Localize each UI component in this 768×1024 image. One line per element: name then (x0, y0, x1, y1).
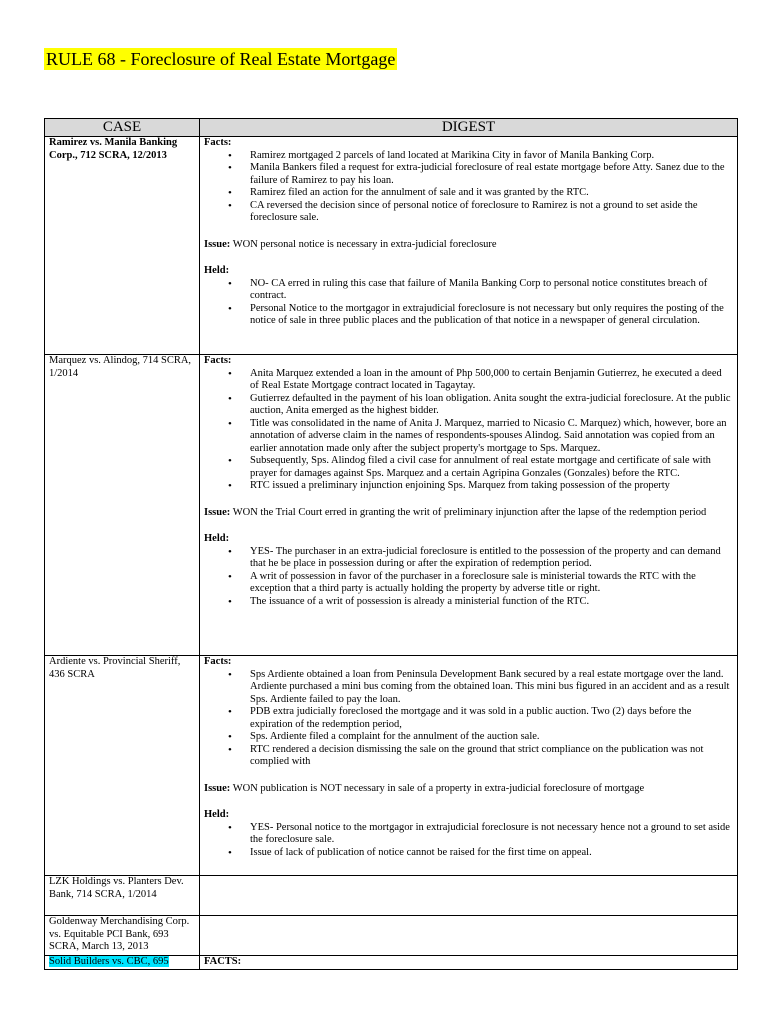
facts-label: FACTS: (204, 956, 242, 967)
digest-cell (200, 137, 738, 355)
table-row (45, 876, 738, 916)
table-row (45, 916, 738, 956)
list-item: • Sps. Ardiente filed a complaint for the annulment of the auction sale. (250, 731, 733, 744)
list-item: • Ramirez filed an action for the annulment of sale and it was granted by the RTC. (250, 187, 733, 200)
list-item: • YES- Personal notice to the mortgagor in extrajudicial foreclosure is not necessary hence not a ground to set aside the foreclosure sale. (250, 822, 733, 847)
table-row (45, 355, 738, 656)
issue-line (204, 507, 733, 520)
case-name: Ramirez vs. Manila Banking Corp., 712 SCRA, 12/2013 (45, 137, 200, 355)
digest-column-header: DIGEST (200, 119, 738, 137)
list-item: • Personal Notice to the mortgagor in extrajudicial foreclosure is not necessary but only requires the posting of the notice of sale in three public places and the publication of that notice in a newspaper of general circulation. (250, 303, 733, 328)
case-name: Goldenway Merchandising Corp. vs. Equitable PCI Bank, 693 SCRA, March 13, 2013 (45, 916, 200, 956)
digest-cell (200, 656, 738, 876)
digest-cell (200, 956, 738, 970)
list-item: • A writ of possession in favor of the purchaser in a foreclosure sale is ministerial towards the RTC with the exception that a third party is actually holding the property by adverse title or right. (250, 571, 733, 596)
list-item: • YES- The purchaser in an extra-judicial foreclosure is entitled to the possession of the property and can demand that he be place in possession during or after the expiration of redemption period. (250, 546, 733, 571)
list-item: • Subsequently, Sps. Alindog filed a civil case for annulment of real estate mortgage and certificate of sale with prayer for damages against Sps. Marquez and a certain Agripina Gonzales (Gonzales) before the RTC. (250, 455, 733, 480)
facts-list (204, 150, 733, 225)
issue-label: Issue: (204, 782, 231, 794)
list-item: • PDB extra judicially foreclosed the mortgage and it was sold in a public auction. Two (2) days before the expiration of the redemption period, (250, 706, 733, 731)
document-title: RULE 68 - Foreclosure of Real Estate Mortgage (46, 49, 396, 69)
issue-text: WON personal notice is necessary in extra-judicial foreclosure (232, 238, 497, 250)
digest-cell (200, 355, 738, 656)
list-item: • Issue of lack of publication of notice cannot be raised for the first time on appeal. (250, 847, 733, 860)
list-item: • NO- CA erred in ruling this case that failure of Manila Banking Corp to personal notice constitutes breach of contract. (250, 278, 733, 303)
case-name (45, 956, 200, 970)
facts-label: Facts: (204, 656, 232, 667)
facts-list (204, 669, 733, 769)
list-item: • Manila Bankers filed a request for extra-judicial foreclosure of real estate mortgage before Atty. Sanez due to the failure of Ramirez to pay his loan. (250, 162, 733, 187)
facts-label: Facts: (204, 137, 232, 148)
held-list (204, 822, 733, 860)
issue-text: WON publication is NOT necessary in sale of a property in extra-judicial foreclosure of mortgage (232, 782, 645, 794)
table-row (45, 956, 738, 970)
list-item: • Gutierrez defaulted in the payment of his loan obligation. Anita sought the extra-judicial foreclosure. At the public auction, Anita emerged as the highest bidder. (250, 393, 733, 418)
digest-cell (200, 916, 738, 956)
table-row (45, 656, 738, 876)
issue-line (204, 239, 733, 252)
table-row (45, 137, 738, 355)
held-list (204, 278, 733, 328)
highlighted-case-name: Solid Builders vs. CBC, 695 (49, 956, 169, 967)
digest-cell (200, 876, 738, 916)
held-list (204, 546, 733, 609)
held-label: Held: (204, 265, 230, 276)
list-item: • Sps Ardiente obtained a loan from Peninsula Development Bank secured by a real estate mortgage over the land. Ardiente purchased a mini bus coming from the obtained loan. This mini bus figured in an accident and as a result Sps. Ardiente failed to pay the loan. (250, 669, 733, 707)
case-name: Ardiente vs. Provincial Sheriff, 436 SCRA (45, 656, 200, 876)
list-item: • Ramirez mortgaged 2 parcels of land located at Marikina City in favor of Manila Banking Corp. (250, 150, 733, 163)
case-digest-table (44, 118, 738, 970)
case-name: LZK Holdings vs. Planters Dev. Bank, 714 SCRA, 1/2014 (45, 876, 200, 916)
held-label: Held: (204, 809, 230, 820)
facts-label: Facts: (204, 355, 232, 366)
case-column-header: CASE (45, 119, 200, 137)
issue-line (204, 783, 733, 796)
table-header-row (45, 119, 738, 137)
list-item: • Anita Marquez extended a loan in the amount of Php 500,000 to certain Benjamin Gutierrez, he executed a deed of Real Estate Mortgage contract located in Tagaytay. (250, 368, 733, 393)
issue-label: Issue: (204, 238, 231, 250)
issue-text: WON the Trial Court erred in granting the writ of preliminary injunction after the lapse of the redemption period (232, 506, 707, 518)
list-item: • CA reversed the decision since of personal notice of foreclosure to Ramirez is not a ground to set aside the foreclosure sale. (250, 200, 733, 225)
list-item: • RTC rendered a decision dismissing the sale on the ground that strict compliance on the publication was not complied with (250, 744, 733, 769)
held-label: Held: (204, 533, 230, 544)
facts-list (204, 368, 733, 493)
case-name: Marquez vs. Alindog, 714 SCRA, 1/2014 (45, 355, 200, 656)
list-item: • Title was consolidated in the name of Anita J. Marquez, married to Nicasio C. Marquez) which, however, bore an annotation of adverse claim in the names of respondents-spouses Alindog. Said annotation was copied from an earlier annotation made only after the subject property's mortgage to Sps. Marquez. (250, 418, 733, 456)
list-item: • RTC issued a preliminary injunction enjoining Sps. Marquez from taking possession of the property (250, 480, 733, 493)
list-item: • The issuance of a writ of possession is already a ministerial function of the RTC. (250, 596, 733, 609)
issue-label: Issue: (204, 506, 231, 518)
